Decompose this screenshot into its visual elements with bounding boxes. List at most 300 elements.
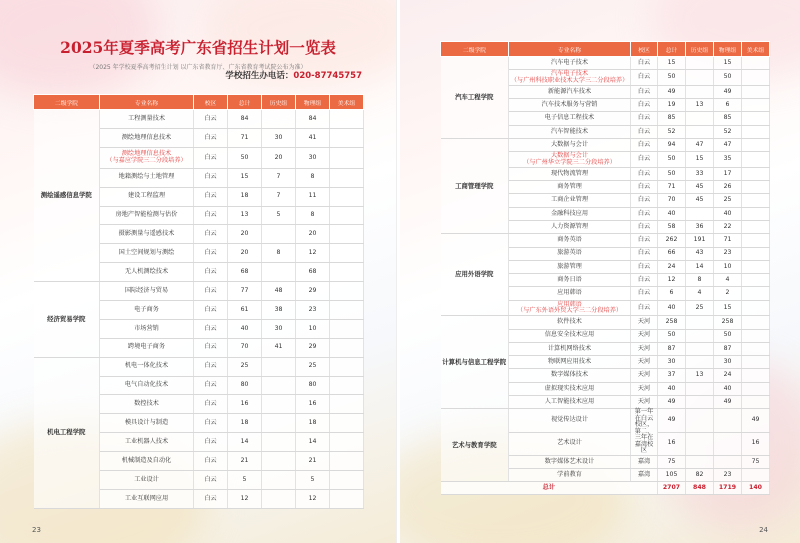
history-count: [686, 409, 714, 432]
history-count: 82: [686, 469, 714, 482]
physics-count: 84: [296, 110, 330, 129]
history-count: 7: [262, 187, 296, 206]
major-name: 摄影测量与遥感技术: [100, 225, 194, 244]
history-count: 33: [686, 167, 714, 180]
column-header: 二级学院: [441, 42, 509, 57]
total-count: 61: [228, 301, 262, 320]
physics-count: 87: [714, 342, 742, 355]
major-name: 建设工程监理: [100, 187, 194, 206]
art-count: [330, 225, 364, 244]
art-count: [330, 168, 364, 187]
history-count: 47: [686, 138, 714, 151]
column-header: 美术组: [330, 95, 364, 110]
total-count: 66: [658, 247, 686, 260]
total-count: 37: [658, 369, 686, 382]
history-count: [686, 57, 714, 70]
history-count: [686, 125, 714, 138]
physics-count: 23: [296, 301, 330, 320]
table-row: [441, 316, 770, 329]
art-count: [330, 263, 364, 282]
college-name: 汽车工程学院: [441, 57, 509, 139]
physics-count: 8: [296, 206, 330, 225]
plan-table-right: [440, 41, 770, 495]
campus: 天河: [631, 356, 658, 369]
physics-count: 71: [714, 234, 742, 247]
history-count: [262, 225, 296, 244]
total-count: 12: [228, 489, 262, 508]
physics-count: 24: [714, 369, 742, 382]
total-count: 6: [658, 287, 686, 300]
total-count: 75: [658, 455, 686, 468]
history-count: [262, 376, 296, 395]
campus: 白云: [631, 260, 658, 273]
major-name: 市场营销: [100, 319, 194, 338]
art-count: [742, 99, 770, 112]
physics-count: 20: [296, 225, 330, 244]
campus: 白云: [631, 287, 658, 300]
physics-count: 10: [714, 260, 742, 273]
major-name: 旅游英语: [509, 247, 631, 260]
campus: 白云: [194, 319, 228, 338]
major-name: 国土空间规划与测绘: [100, 244, 194, 263]
history-count: 5: [262, 206, 296, 225]
total-count: 20: [228, 225, 262, 244]
major-name: 新能源汽车技术: [509, 85, 631, 98]
art-count: [330, 301, 364, 320]
total-count: 52: [658, 125, 686, 138]
campus: 白云: [631, 152, 658, 168]
history-count: [686, 382, 714, 395]
art-count: [330, 244, 364, 263]
history-count: [686, 455, 714, 468]
major-name: 汽车智能技术: [509, 125, 631, 138]
art-count: [330, 471, 364, 490]
total-count: 85: [658, 112, 686, 125]
art-count: [742, 138, 770, 151]
campus: 白云: [631, 234, 658, 247]
history-count: 4: [686, 287, 714, 300]
total-count: 71: [228, 128, 262, 147]
history-count: [686, 70, 714, 86]
art-count: [742, 181, 770, 194]
art-count: [742, 329, 770, 342]
physics-count: 23: [714, 247, 742, 260]
art-total: 140: [742, 482, 770, 495]
campus: 白云: [194, 471, 228, 490]
campus: 白云: [194, 147, 228, 168]
history-count: 43: [686, 247, 714, 260]
campus-note: 第一年在白云校区，第二、三年在嘉湾校区: [631, 409, 658, 456]
history-count: 8: [262, 244, 296, 263]
total-count: 94: [658, 138, 686, 151]
campus: 白云: [194, 376, 228, 395]
physics-count: 12: [296, 489, 330, 508]
major-name: 应用韩语: [509, 287, 631, 300]
major-name: 软件技术: [509, 316, 631, 329]
campus: 白云: [631, 99, 658, 112]
major-name: 机械制造及自动化: [100, 452, 194, 471]
campus: 天河: [631, 396, 658, 409]
column-header: 总计: [228, 95, 262, 110]
campus: 白云: [194, 128, 228, 147]
physics-count: 50: [714, 329, 742, 342]
physics-count: 8: [296, 168, 330, 187]
art-count: [330, 489, 364, 508]
college-name: 应用外语学院: [441, 234, 509, 316]
campus: 白云: [631, 207, 658, 220]
physics-count: 21: [296, 452, 330, 471]
major-name: 视觉传达设计: [509, 409, 631, 432]
major-name: 电子信息工程技术: [509, 112, 631, 125]
phone-number[interactable]: 020-87745757: [293, 71, 362, 81]
total-count: 18: [228, 187, 262, 206]
history-count: [262, 110, 296, 129]
physics-total: 1719: [714, 482, 742, 495]
major-name: 物联网应用技术: [509, 356, 631, 369]
history-count: 15: [686, 152, 714, 168]
total-count: 30: [658, 356, 686, 369]
physics-count: 30: [714, 356, 742, 369]
total-count: 13: [228, 206, 262, 225]
college-name: 艺术与教育学院: [441, 409, 509, 482]
physics-count: 49: [714, 85, 742, 98]
art-count: [742, 382, 770, 395]
physics-count: 47: [714, 138, 742, 151]
art-count: [742, 247, 770, 260]
physics-count: 258: [714, 316, 742, 329]
page-number-left: 23: [32, 526, 41, 534]
physics-count: 26: [714, 181, 742, 194]
total-count: 5: [228, 471, 262, 490]
campus: 白云: [194, 357, 228, 376]
major-name: 测绘地理信息技术 （与嘉应学院三二分段培养）: [100, 147, 194, 168]
art-count: [742, 396, 770, 409]
physics-count: 80: [296, 376, 330, 395]
major-name: 信息安全技术应用: [509, 329, 631, 342]
major-name: 跨境电子商务: [100, 338, 194, 357]
history-count: 38: [262, 301, 296, 320]
total-count: 40: [658, 300, 686, 316]
physics-count: 12: [296, 244, 330, 263]
column-header: 专业名称: [100, 95, 194, 110]
major-name: 学前教育: [509, 469, 631, 482]
physics-count: 49: [714, 396, 742, 409]
major-name: 数字媒体技术: [509, 369, 631, 382]
art-count: [742, 70, 770, 86]
history-count: [262, 263, 296, 282]
art-count: [330, 128, 364, 147]
column-header: 总计: [658, 42, 686, 57]
physics-count: 68: [296, 263, 330, 282]
column-header: 美术组: [742, 42, 770, 57]
physics-count: 30: [296, 147, 330, 168]
physics-count: 17: [714, 167, 742, 180]
table-row: [34, 110, 364, 129]
total-count: 19: [658, 99, 686, 112]
campus: 嘉湾: [631, 469, 658, 482]
art-count: [742, 112, 770, 125]
major-name: 虚拟现实技术应用: [509, 382, 631, 395]
total-count: 15: [658, 57, 686, 70]
column-header: 二级学院: [34, 95, 100, 110]
physics-count: 15: [714, 57, 742, 70]
campus: 白云: [631, 167, 658, 180]
campus: 天河: [631, 342, 658, 355]
art-count: [330, 282, 364, 301]
art-count: [742, 57, 770, 70]
table-header: [441, 42, 770, 57]
table-row: [34, 357, 364, 376]
column-header: 校区: [631, 42, 658, 57]
campus: 白云: [194, 282, 228, 301]
phone-label: 学校招生办电话：: [225, 71, 294, 81]
major-name: 电气自动化技术: [100, 376, 194, 395]
major-name: 应用韩语 （与广东外语外贸大学三二分段培养）: [509, 300, 631, 316]
total-count: 77: [228, 282, 262, 301]
art-count: [330, 452, 364, 471]
total-count: 262: [658, 234, 686, 247]
physics-count: 41: [296, 128, 330, 147]
table-row: [441, 409, 770, 432]
page-number-right: 24: [759, 526, 768, 534]
major-name: 汽车电子技术: [509, 57, 631, 70]
art-count: [742, 152, 770, 168]
grand-total: 2707: [658, 482, 686, 495]
physics-count: 11: [296, 187, 330, 206]
total-count: 15: [228, 168, 262, 187]
total-count: 84: [228, 110, 262, 129]
major-name: 房地产智能检测与估价: [100, 206, 194, 225]
art-count: [742, 469, 770, 482]
total-count: 40: [228, 319, 262, 338]
physics-count: 52: [714, 125, 742, 138]
total-count: 20: [228, 244, 262, 263]
art-count: [330, 414, 364, 433]
history-total: 848: [686, 482, 714, 495]
physics-count: 22: [714, 220, 742, 233]
major-name: 机电一体化技术: [100, 357, 194, 376]
art-count: [742, 342, 770, 355]
physics-count: 50: [714, 70, 742, 86]
campus: 白云: [194, 225, 228, 244]
art-count: 75: [742, 455, 770, 468]
campus: 白云: [631, 138, 658, 151]
campus: 嘉湾: [631, 455, 658, 468]
history-count: 45: [686, 181, 714, 194]
history-count: [262, 489, 296, 508]
table-row: [441, 57, 770, 70]
art-count: [742, 260, 770, 273]
physics-count: 6: [714, 99, 742, 112]
college-name: 计算机与信息工程学院: [441, 316, 509, 409]
total-count: 258: [658, 316, 686, 329]
art-count: [742, 234, 770, 247]
plan-table-left: [33, 94, 364, 509]
campus: 白云: [631, 112, 658, 125]
total-count: 50: [658, 329, 686, 342]
history-count: 13: [686, 99, 714, 112]
total-count: 50: [658, 152, 686, 168]
table-row: [441, 234, 770, 247]
art-count: [742, 207, 770, 220]
art-count: [330, 376, 364, 395]
major-name: 艺术设计: [509, 432, 631, 455]
history-count: 45: [686, 194, 714, 207]
history-count: [262, 452, 296, 471]
major-name: 大数据与会计: [509, 138, 631, 151]
campus: 白云: [194, 452, 228, 471]
campus: 白云: [194, 338, 228, 357]
history-count: 36: [686, 220, 714, 233]
major-name: 无人机测绘技术: [100, 263, 194, 282]
total-count: 25: [228, 357, 262, 376]
art-count: [742, 287, 770, 300]
total-count: 16: [228, 395, 262, 414]
college-name: 工商管理学院: [441, 138, 509, 233]
campus: 天河: [631, 329, 658, 342]
major-name: 大数据与会计 （与广州华立学院三二分段培养）: [509, 152, 631, 168]
total-count: 87: [658, 342, 686, 355]
table-row: [441, 138, 770, 151]
art-count: [742, 85, 770, 98]
total-count: 105: [658, 469, 686, 482]
major-name: 旅游管理: [509, 260, 631, 273]
physics-count: 16: [296, 395, 330, 414]
college-name: 测绘遥感信息学院: [34, 110, 100, 282]
campus: 白云: [194, 263, 228, 282]
history-count: 191: [686, 234, 714, 247]
campus: 白云: [631, 274, 658, 287]
total-count: 70: [228, 338, 262, 357]
column-header: 专业名称: [509, 42, 631, 57]
campus: 白云: [194, 110, 228, 129]
history-count: [686, 356, 714, 369]
art-count: [742, 125, 770, 138]
art-count: [742, 274, 770, 287]
art-count: [330, 395, 364, 414]
campus: 白云: [194, 206, 228, 225]
column-header: 历史组: [686, 42, 714, 57]
table-header: [34, 95, 364, 110]
physics-count: 2: [714, 287, 742, 300]
campus: 白云: [631, 181, 658, 194]
total-count: 40: [658, 207, 686, 220]
physics-count: 10: [296, 319, 330, 338]
campus: 白云: [194, 168, 228, 187]
history-count: [686, 112, 714, 125]
history-count: [262, 357, 296, 376]
physics-count: 14: [296, 433, 330, 452]
major-name: 汽车电子技术 （与广州科技职业技术大学三二分段培养）: [509, 70, 631, 86]
history-count: 30: [262, 128, 296, 147]
physics-count: 5: [296, 471, 330, 490]
major-name: 工业设计: [100, 471, 194, 490]
history-count: [686, 85, 714, 98]
art-count: [330, 110, 364, 129]
campus: 白云: [631, 194, 658, 207]
history-count: [686, 329, 714, 342]
art-count: 49: [742, 409, 770, 432]
total-count: 71: [658, 181, 686, 194]
left-page: [0, 0, 397, 543]
physics-count: 25: [714, 194, 742, 207]
major-name: 商务日语: [509, 274, 631, 287]
art-count: [330, 338, 364, 357]
total-count: 14: [228, 433, 262, 452]
history-count: [686, 342, 714, 355]
total-count: 40: [658, 382, 686, 395]
physics-count: [714, 455, 742, 468]
college-name: 机电工程学院: [34, 357, 100, 508]
total-label: 总计: [441, 482, 658, 495]
table-row: [34, 282, 364, 301]
total-count: 24: [658, 260, 686, 273]
art-count: [330, 187, 364, 206]
total-count: 12: [658, 274, 686, 287]
column-header: 校区: [194, 95, 228, 110]
art-count: [330, 319, 364, 338]
total-count: 50: [228, 147, 262, 168]
total-count: 70: [658, 194, 686, 207]
total-count: 50: [658, 167, 686, 180]
history-count: 13: [686, 369, 714, 382]
history-count: [686, 207, 714, 220]
history-count: [686, 396, 714, 409]
total-count: 49: [658, 85, 686, 98]
page-note: （2025 年学校夏季高考招生计划 以广东省教育厅、广东省教育考试院公布为准）: [89, 64, 307, 71]
physics-count: 25: [296, 357, 330, 376]
history-count: [262, 471, 296, 490]
physics-count: 85: [714, 112, 742, 125]
major-name: 工商企业管理: [509, 194, 631, 207]
physics-count: 40: [714, 382, 742, 395]
campus: 白云: [631, 300, 658, 316]
campus: 白云: [631, 70, 658, 86]
major-name: 现代物流管理: [509, 167, 631, 180]
campus: 白云: [631, 220, 658, 233]
campus: 白云: [194, 244, 228, 263]
campus: 天河: [631, 316, 658, 329]
major-name: 电子商务: [100, 301, 194, 320]
art-count: [330, 433, 364, 452]
history-count: [686, 432, 714, 455]
major-name: 国际经济与贸易: [100, 282, 194, 301]
art-count: [742, 194, 770, 207]
total-count: 21: [228, 452, 262, 471]
total-count: 68: [228, 263, 262, 282]
total-count: 58: [658, 220, 686, 233]
campus: 白云: [194, 414, 228, 433]
total-count: 16: [658, 432, 686, 455]
history-count: 8: [686, 274, 714, 287]
campus: 天河: [631, 382, 658, 395]
total-count: 49: [658, 409, 686, 432]
physics-count: 29: [296, 282, 330, 301]
art-count: [742, 220, 770, 233]
physics-count: 35: [714, 152, 742, 168]
total-count: 80: [228, 376, 262, 395]
major-name: 工程测量技术: [100, 110, 194, 129]
major-name: 人力资源管理: [509, 220, 631, 233]
major-name: 测绘地理信息技术: [100, 128, 194, 147]
art-count: [330, 206, 364, 225]
campus: 白云: [631, 85, 658, 98]
major-name: 金融科技应用: [509, 207, 631, 220]
major-name: 计算机网络技术: [509, 342, 631, 355]
physics-count: 29: [296, 338, 330, 357]
history-count: [686, 316, 714, 329]
campus: 白云: [631, 57, 658, 70]
